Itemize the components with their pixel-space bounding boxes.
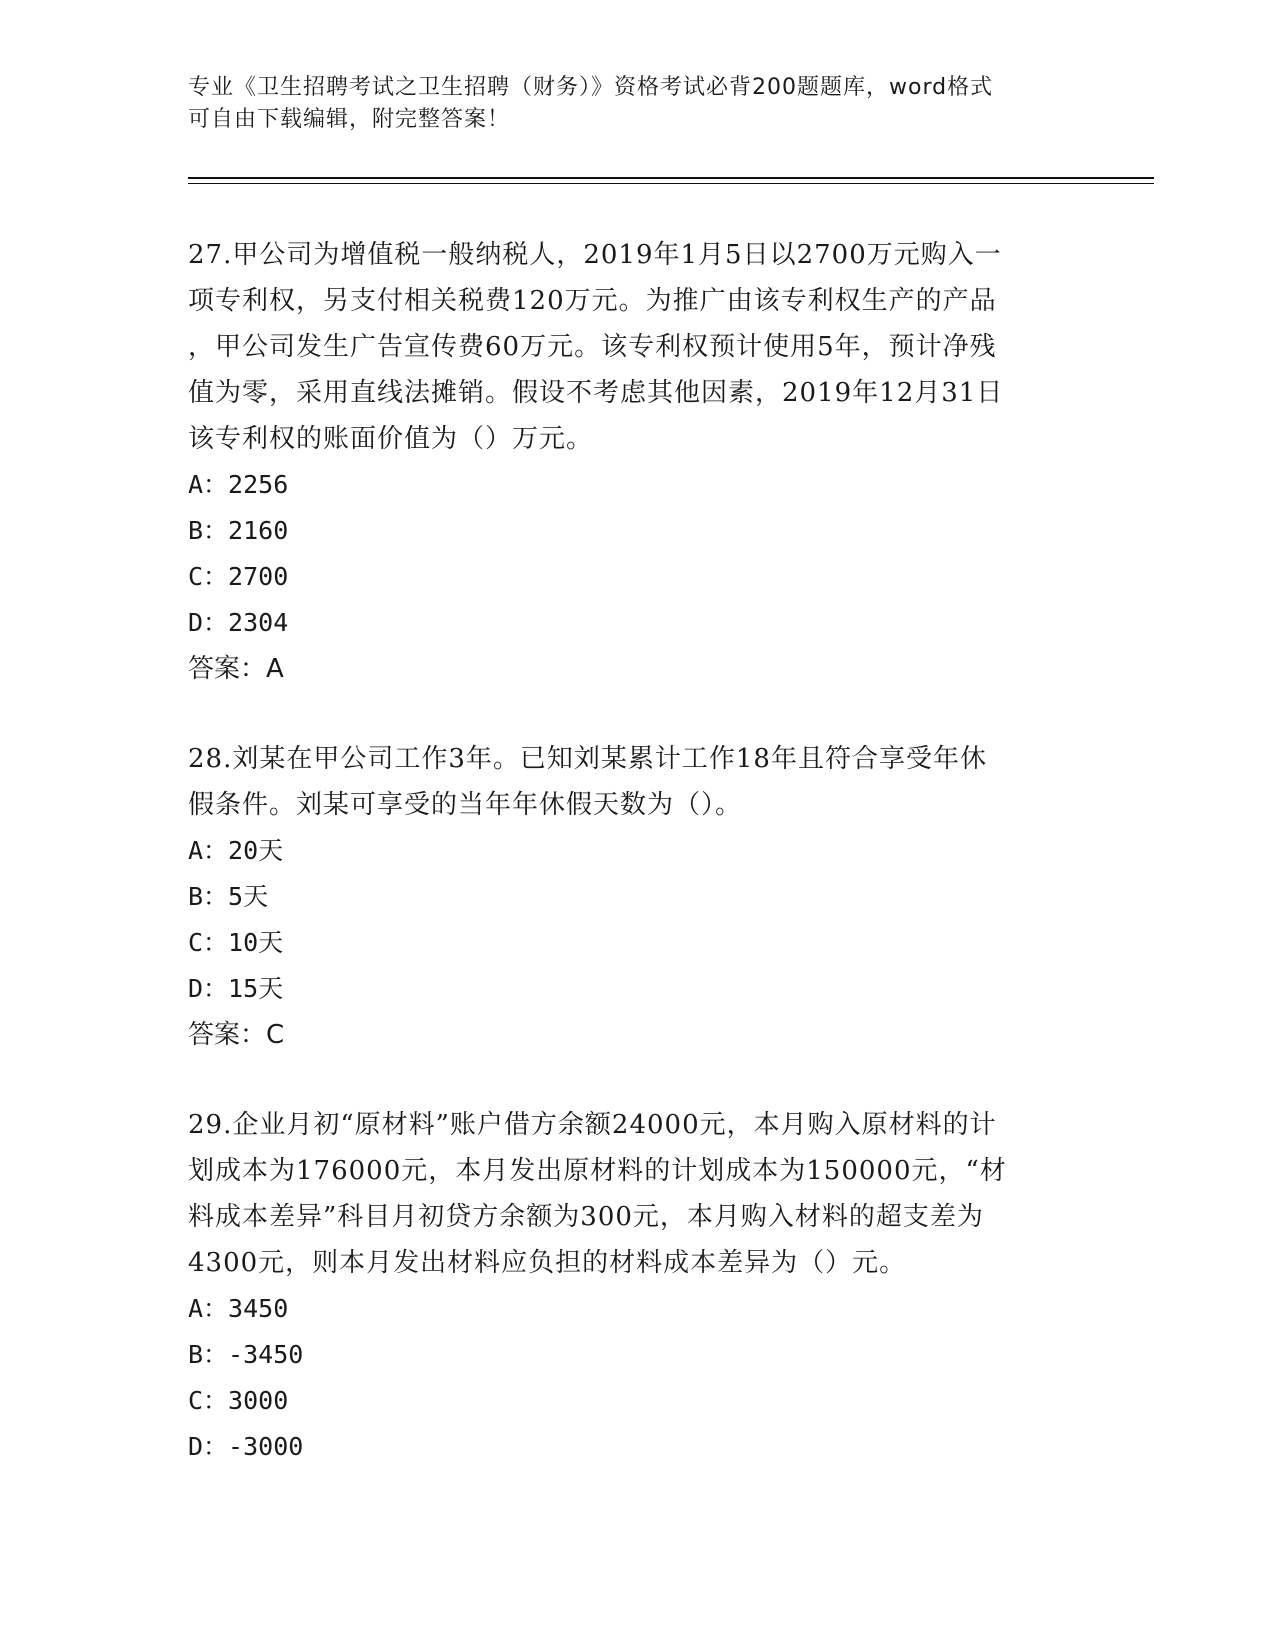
question-stem-line: 该专利权的账面价值为（）万元。 [188, 424, 594, 454]
question-28 [188, 736, 1088, 1058]
option-a: A：3450 [188, 1294, 289, 1323]
option-d: D：2304 [188, 608, 289, 637]
answer-label: 答案：C [188, 1020, 285, 1050]
option-b: B：-3450 [188, 1340, 304, 1369]
option-c: C：3000 [188, 1386, 289, 1415]
question-stem-line: 料成本差异”科目月初贷方余额为300元，本月购入材料的超支差为 [188, 1202, 984, 1232]
question-stem-line: 划成本为176000元，本月发出原材料的计划成本为150000元，“材 [188, 1156, 1007, 1186]
question-stem-line: 假条件。刘某可享受的当年年休假天数为（）。 [188, 790, 743, 820]
question-spacer [188, 1058, 1088, 1102]
option-d: D：15天 [188, 974, 284, 1003]
question-stem-line: ，甲公司发生广告宣传费60万元。该专利权预计使用5年，预计净残 [188, 332, 997, 362]
header-divider-thin [188, 183, 1154, 184]
header-line-2: 可自由下载编辑，附完整答案！ [188, 107, 511, 132]
option-c: C：2700 [188, 562, 289, 591]
question-stem-line: 27.甲公司为增值税一般纳税人，2019年1月5日以2700万元购入一 [188, 240, 1002, 270]
question-stem-line: 28.刘某在甲公司工作3年。已知刘某累计工作18年且符合享受年休 [188, 744, 987, 774]
option-b: B：2160 [188, 516, 289, 545]
question-stem-line: 值为零，采用直线法摊销。假设不考虑其他因素，2019年12月31日 [188, 378, 1004, 408]
question-list [188, 232, 1088, 1470]
question-29 [188, 1102, 1088, 1470]
option-a: A：2256 [188, 470, 289, 499]
option-c: C：10天 [188, 928, 284, 957]
header-line-1: 专业《卫生招聘考试之卫生招聘（财务）》资格考试必背200题题库，word格式 [188, 75, 994, 100]
question-stem-line: 4300元，则本月发出材料应负担的材料成本差异为（）元。 [188, 1248, 907, 1278]
question-27 [188, 232, 1088, 692]
option-d: D：-3000 [188, 1432, 304, 1461]
header-divider-thick [188, 177, 1154, 179]
question-spacer [188, 692, 1088, 736]
document-header [188, 72, 1068, 136]
option-b: B：5天 [188, 882, 269, 911]
option-a: A：20天 [188, 836, 284, 865]
answer-label: 答案：A [188, 654, 284, 684]
question-stem-line: 项专利权，另支付相关税费120万元。为推广由该专利权生产的产品 [188, 286, 997, 316]
question-stem-line: 29.企业月初“原材料”账户借方余额24000元，本月购入原材料的计 [188, 1110, 997, 1140]
